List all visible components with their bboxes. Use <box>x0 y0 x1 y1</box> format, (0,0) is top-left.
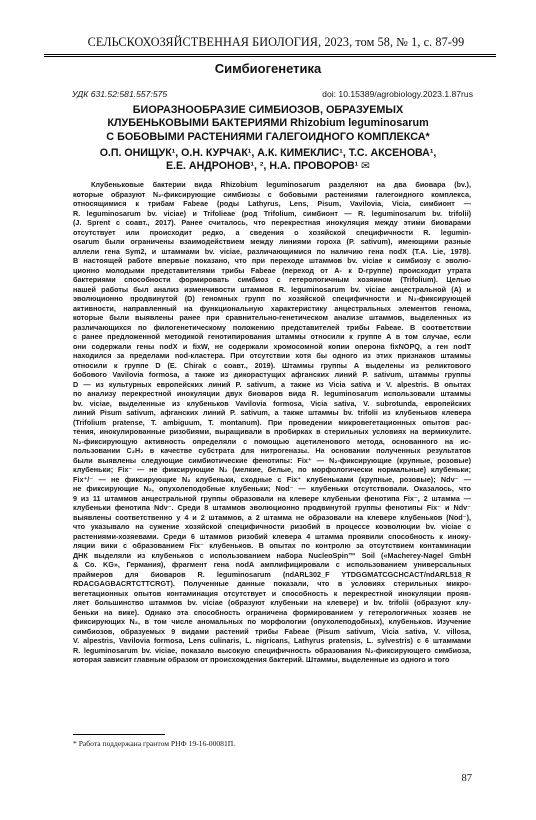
abstract-line: находился за пределами nod-кластера. При отсутствии хотя бы одного из этих признаков штаммы <box>73 351 471 360</box>
abstract-line: ляции вики с образованием Fix⁻ клубеньков. В опытах по контролю за отсутствием контаминации <box>73 541 471 550</box>
abstract-line: были выявлены следующие симбиотические фенотипы: Fix⁺ — N₂-фиксирующие (крупные, розовые) <box>73 455 471 465</box>
abstract-line: пользовании C₂H₂ в качестве субстрата для нитрогеназы. На основании полученных результатов <box>73 446 471 455</box>
abstract-line: нашей работы был анализ изменчивости штаммов R. leguminosarum bv. viciae анцестральной (A) и <box>73 284 471 294</box>
abstract-line: они содержали гены nodX и fixW, не содержали хромосомной копии оперона fixNOPQ, а ген nodT <box>73 341 471 351</box>
doi: doi: 10.15389/agrobiology.2023.1.87rus <box>322 89 473 99</box>
abstract-line: симбиозов, образуемых 9 видами растений трибы Fabeae (Pisum sativum, Vicia sativa, V. villosa, <box>73 626 471 636</box>
abstract-line: линий Pisum sativum, афганских линий P. sativum, а также штаммы bv. trifolii из клубеньков клевера <box>73 408 471 417</box>
abstract-line: тения, инокулированные ризобиями, выращивали в пробирках в стерильных условиях на вермикулите. <box>73 427 471 436</box>
header-rule-top <box>44 54 496 55</box>
abstract-line: В настоящей работе впервые показано, что при переходе штаммов bv. viciae к симбиозу с эволю- <box>73 256 471 265</box>
abstract-line: относили к группе D (E. Chirak с соавт., 2019). Штаммы группы A выделены из реликтового <box>73 360 471 370</box>
abstract-line: бактериями способности формировать симбиоз с гетерологичным хозяином (Trifolium). Целью <box>73 275 471 284</box>
abstract-line: растениями-хозяевами. Среди 6 штаммов ризобий клевера 4 штамма проявили способность к иноку- <box>73 531 471 541</box>
abstract <box>73 180 471 665</box>
abstract-line: бобового Vavilovia formosa, а также из дикорастущих афганских линий P. sativum, штаммы группы <box>73 370 471 379</box>
abstract-line: по анализу перекрестной инокуляции двух биоваров вида R. leguminosarum использовали штаммы <box>73 389 471 398</box>
abstract-line: D — из культурных европейских линий P. sativum, а также из Vicia sativa и V. alpestris. В опытах <box>73 379 471 389</box>
udc-code: УДК 631.52:581.557:575 <box>72 89 168 99</box>
abstract-line: эволюционно продвинутой (D) геномных групп по хозяйской специфичности и N₂-фиксирующей <box>73 294 471 303</box>
abstract-line: не фиксирующие N₂, опухолеподобные клубеньки; Nod⁻ — клубеньки отсутствовали. Оказалось, что <box>73 484 471 493</box>
abstract-line: что указывало на сужение хозяйской специфичности ризобий в процессе коэволюции bv. viciae с <box>73 522 471 531</box>
abstract-line: активности, направленный на функциональную характеристику анцестральных элементов генома, <box>73 303 471 313</box>
abstract-line: RDACGAGBACRTCTTCRGT). Полученные данные показали, что в условиях стерильных микро- <box>73 579 471 588</box>
journal-header: СЕЛЬСКОХОЗЯЙСТВЕННАЯ БИОЛОГИЯ, 2023, том 58, № 1, с. 87-99 <box>87 35 465 49</box>
abstract-line: ДНК выделяли из клубеньков с использованием набора NucleoSpin™ Soil («Macherey-Nagel GmbH <box>73 550 471 560</box>
abstract-line: праймеров для биоваров R. leguminosarum (ndARL302_F YTDGGMATCGCHCACT/ndARL518_R <box>73 569 471 579</box>
author-line: Е.Е. АНДРОНОВ¹, ², Н.А. ПРОВОРОВ¹ ✉ <box>165 160 371 173</box>
author-line: О.П. ОНИЩУК¹, О.Н. КУРЧАК¹, А.К. КИМЕКЛИС¹, Т.С. АКСЕНОВА¹, <box>99 147 437 159</box>
abstract-line: 9 из 11 штаммов анцестральной группы образовали на клевере клубеньки фенотипа Fix⁻, 2 штамма — <box>73 493 471 503</box>
abstract-line: вегетационных опытов контаминация отсутствует и способность к перекрестной инокуляции прояв- <box>73 588 471 598</box>
footnote: * Работа поддержана грантом РНФ 19-16-00081П. <box>73 739 236 748</box>
abstract-line: R. leguminosarum bv. viciae) и Trifolieae (род Trifolium, симбионт — R. leguminosarum bv. trifolii) <box>73 208 471 218</box>
footnote-rule <box>73 734 165 735</box>
article-title <box>40 104 496 144</box>
abstract-line: R. leguminosarum bv. viciae, показало высокую специфичность образования N₂-фиксирующего симбиоза, <box>73 645 471 655</box>
abstract-line: различающихся по филогенетическому положению представителей трибы Fabeae. В соответствии <box>73 322 471 332</box>
abstract-line: Клубеньковые бактерии вида Rhizobium leguminosarum разделяют на два биовара (bv.), <box>91 180 471 189</box>
page-number: 87 <box>461 773 472 784</box>
abstract-line: ляет большинство штаммов bv. viciae (образуют клубеньки на клевере) и bv. trifolii (образуют клу- <box>73 598 471 607</box>
abstract-line: клубеньки фенотипа Ndv⁻. Среди 8 штаммов эволюционно продвинутой группы фенотипы Fix⁻ и Ndv⁻ <box>73 503 471 512</box>
abstract-line: отсутствует или происходит редко, а сведения о хозяйской специфичности R. legumin- <box>73 227 471 237</box>
abstract-line: ционно молодыми представителями трибы Fabeae (переход от A- к D-группе) происходит утрата <box>73 265 471 275</box>
abstract-line: osarum были ограничены взаимодействием между линиями гороха (P. sativum), имеющими разные <box>73 237 471 246</box>
abstract-line: & Co. KG», Германия), фрагмент гена nodA амплифицировали с использованием универсальных <box>73 560 471 569</box>
abstract-line: (Trifolium pratense, T. ambiguum, T. montanum). При проведении микровегетационных опытов рас- <box>73 417 471 427</box>
section-title: Симбиогенетика <box>214 61 322 76</box>
abstract-line: относящимися к трибам Fabeae (роды Lathyrus, Lens, Pisum, Vavilovia, Vicia, симбионт — <box>73 199 471 208</box>
abstract-line: Fix⁺/⁻ — не фиксирующие N₂ клубеньки, сходные с Fix⁺ клубеньками (крупные, розовые); Ndv⁻ — <box>73 474 471 484</box>
abstract-line: которые были выявлены ранее при сравнительно-генетическом анализе штаммов, выделенных из <box>73 313 471 322</box>
abstract-line: беньки на вике). Однако эта способность ограничена формированием у гетерологичных хозяев не <box>73 607 471 617</box>
title-line: С БОБОВЫМИ РАСТЕНИЯМИ ГАЛЕГОИДНОГО КОМПЛЕКСА* <box>106 130 430 143</box>
title-line: БИОРАЗНООБРАЗИЕ СИМБИОЗОВ, ОБРАЗУЕМЫХ <box>132 104 404 116</box>
abstract-line: фиксирующих N₂, в том числе аномальных по морфологии (опухолеподобных), клубеньков. Изучение <box>73 617 471 626</box>
abstract-line: которая зависит главным образом от происхождения бактерий. Штаммы, выделенные из одного и того <box>73 655 450 664</box>
abstract-line: выявлены соответственно у 4 и 2 штаммов, а 2 штамма не образовали на клевере клубеньков (Nod⁻), <box>73 512 471 522</box>
title-line: КЛУБЕНЬКОВЫМИ БАКТЕРИЯМИ Rhizobium leguminosarum <box>107 117 429 130</box>
abstract-line: (J. Sprent с соавт., 2017). Ранее считалось, что перекрестная инокуляция между этими биоварами <box>73 218 471 227</box>
abstract-line: которые образуют N₂-фиксирующие симбиозы с бобовыми растениями галегоидного комплекса, <box>73 189 471 199</box>
header-rule-bottom <box>44 56 496 57</box>
abstract-line: с ранее предложенной методикой генотипирования штаммы относили к группе A в том случае, если <box>73 332 471 341</box>
abstract-line: аллели гена Sym2, и штаммами bv. viciae, различающимися по наличию гена nodX (T.A. Lie, 1978). <box>73 246 471 256</box>
abstract-line: V. alpestris, Vavilovia formosa, Lens culinaris, L. nigricans, Lathyrus pratensis, L. sylvestris) с 6 штаммами <box>73 636 471 645</box>
abstract-line: N₂-фиксирующую активность определяли с помощью ацетиленового метода, основанного на ис- <box>73 436 471 446</box>
author-list <box>40 147 496 174</box>
abstract-line: клубеньки; Fix⁻ — не фиксирующие N₂ (мелкие, белые, по морфологически нормальные) клубеньки; <box>73 465 471 474</box>
abstract-line: bv. viciae, выделенные из клубеньков Vavilovia formosa, Vicia sativa, V. subrotunda, европейских <box>73 398 471 408</box>
